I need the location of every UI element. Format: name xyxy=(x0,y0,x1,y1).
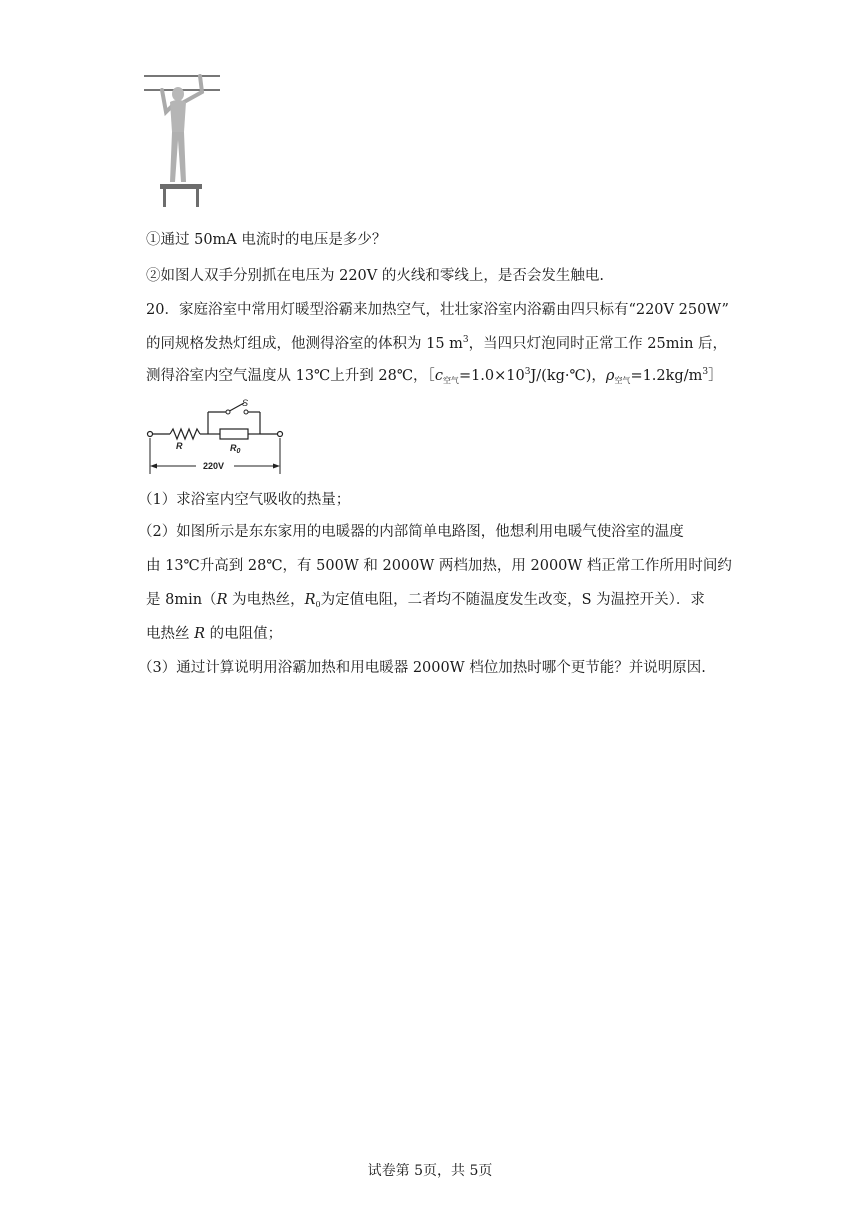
switch-label: S xyxy=(242,398,249,408)
circuit-diagram xyxy=(140,398,290,478)
q20-part2-line2: 由 13℃升高到 28℃，有 500W 和 2000W 两档加热，用 2000W 档正常工作所用时间约 xyxy=(146,558,732,574)
q20-part3: （3）通过计算说明用浴霸加热和用电暖器 2000W 档位加热时哪个更节能？并说明原因. xyxy=(138,660,706,676)
resistor-r-label: R xyxy=(176,441,183,451)
q20-line3: 测得浴室内空气温度从 13℃上升到 28℃，$[c_{空气}=1.0\times 10^3J/(kg\cdot℃)$，$\rho_{空气}=1.2kg/m^3]$ xyxy=(146,367,723,385)
page-footer: 试卷第 5页，共 5页 xyxy=(367,1163,493,1179)
voltage-label: 220V xyxy=(203,461,225,471)
q20-part2-line4: 电热丝 R 的电阻值； xyxy=(146,626,283,642)
q20-part1: （1）求浴室内空气吸收的热量； xyxy=(138,492,351,508)
q20-part2-line1: （2）如图所示是东东家用的电暖器的内部简单电路图，他想利用电暖气使浴室的温度 xyxy=(138,524,684,540)
q19-sub2: ②如图人双手分别抓在电压为 220V 的火线和零线上，是否会发生触电. xyxy=(146,268,604,284)
q20-part2-line3: 是 8min（R 为电热丝，$R_0$为定值电阻，二者均不随温度发生改变，S 为温控开关）．求 xyxy=(146,592,705,609)
q20-line1: 20．家庭浴室中常用灯暖型浴霸来加热空气，壮壮家浴室内浴霸由四只标有“220V 250W” xyxy=(146,302,729,318)
person-hanging-figure xyxy=(140,70,222,210)
q20-line2: 的同规格发热灯组成，他测得浴室的体积为 15 $m^3$，当四只灯泡同时正常工作 25min 后， xyxy=(146,335,728,352)
resistor-r0-label: $R_0$ xyxy=(230,443,241,455)
q19-sub1: ①通过 50mA 电流时的电压是多少？ xyxy=(146,232,387,248)
